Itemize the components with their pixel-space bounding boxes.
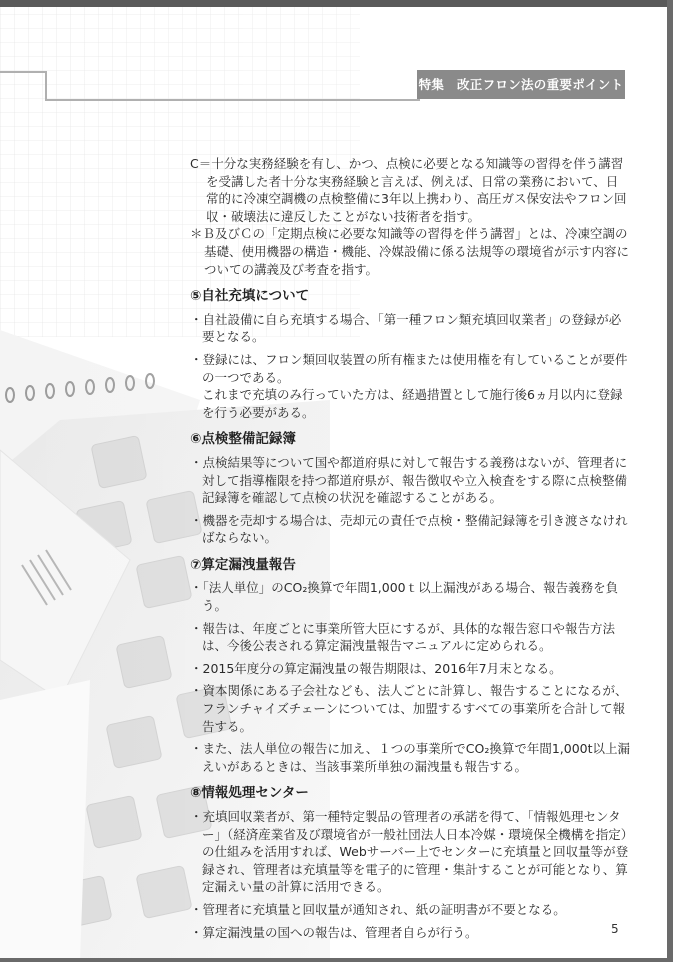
list-item: ・登録には、フロン類回収装置の所有権または使用権を有していることが要件の一つである。	[190, 351, 628, 385]
list-item: ・自社設備に自ら充填する場合、「第一種フロン類充填回収業者」の登録が必要となる。	[190, 311, 622, 345]
list-item: ・「法人単位」のCO₂換算で年間1,000ｔ以上漏洩がある場合、報告義務を負う。	[190, 580, 619, 614]
top-border	[0, 0, 673, 7]
article-body	[190, 155, 630, 946]
section-maintenance-log	[190, 431, 630, 547]
list-item: ・管理者に充填量と回収量が通知され、紙の証明書が不要となる。	[190, 901, 566, 917]
list-item: ・また、法人単位の報告に加え、１つの事業所でCO₂換算で年間1,000t以上漏えいがあるときは、当該事業所単独の漏洩量も報告する。	[190, 741, 631, 774]
list-item: ・資本関係にある子会社なども、法人ごとに計算し、報告することになるが、フランチャイズチェーンについては、加盟するすべての事業所を合計して報告する。	[190, 683, 628, 734]
list-item: ・機器を売却する場合は、売却元の責任で点検・整備記録簿を引き渡さなければならない。	[190, 512, 628, 546]
list-item-continuation: これまで充填のみ行っていた方は、経過措置として施行後6ヵ月以内に登録を行う必要がある。	[202, 387, 623, 420]
right-border	[667, 0, 673, 962]
section-header-title: 特集 改正フロン法の重要ポイント	[417, 70, 625, 99]
intro-paragraph: C＝十分な実務経験を有し、かつ、点検に必要となる知識等の習得を伴う講習を受講した者十分な実務経験と言えば、例えば、日常の業務において、日常的に冷凍空調機の点検整備に3年以上携わり、高圧ガス保安法やフロン回収・破壊法に違反したことがない技術者を指す。	[190, 156, 627, 224]
section-title: ⑤自社充填について	[190, 288, 310, 305]
section-leak-report	[190, 557, 630, 776]
list-item: ・報告は、年度ごとに事業所管大臣にするが、具体的な報告窓口や報告方法は、今後公表される算定漏洩量報告マニュアルに定められる。	[190, 620, 616, 654]
section-title: ⑧情報処理センター	[190, 785, 309, 802]
section-title: ⑥点検整備記録簿	[190, 431, 296, 448]
list-item: ・充填回収業者が、第一種特定製品の管理者の承諾を得て、「情報処理センター」（経済産業省及び環境省が一般社団法人日本冷媒・環境保全機構を指定）の仕組みを活用すれば、Webサーバー上でセンターに充填量と回収量等が登録され、管理者は充填量等を電子的に管理・集計することが可能となり、算定漏えい量の計算に活用できる。	[190, 809, 629, 895]
list-item: ・算定漏洩量の国への報告は、管理者自らが行う。	[190, 924, 478, 940]
section-info-center	[190, 785, 630, 941]
page-number: 5	[611, 922, 619, 936]
intro-note: ＊Ｂ及びＣの「定期点検に必要な知識等の習得を伴う講習」とは、冷凍空調の基礎、使用機器の構造・機能、冷媒設備に係る法規等の環境省が示す内容についての講義及び考査を指す。	[190, 226, 630, 277]
header-frame-line	[0, 70, 420, 102]
bottom-border	[0, 958, 673, 962]
section-self-charging	[190, 288, 630, 421]
list-item: ・点検結果等について国や都道府県に対して報告する義務はないが、管理者に対して指導権限を持つ都道府県が、報告徴収や立入検査をする際に点検整備記録簿を確認して点検の状況を確認することがある。	[190, 454, 628, 506]
section-title: ⑦算定漏洩量報告	[190, 556, 296, 573]
list-item: ・2015年度分の算定漏洩量の報告期限は、2016年7月末となる。	[190, 660, 562, 676]
